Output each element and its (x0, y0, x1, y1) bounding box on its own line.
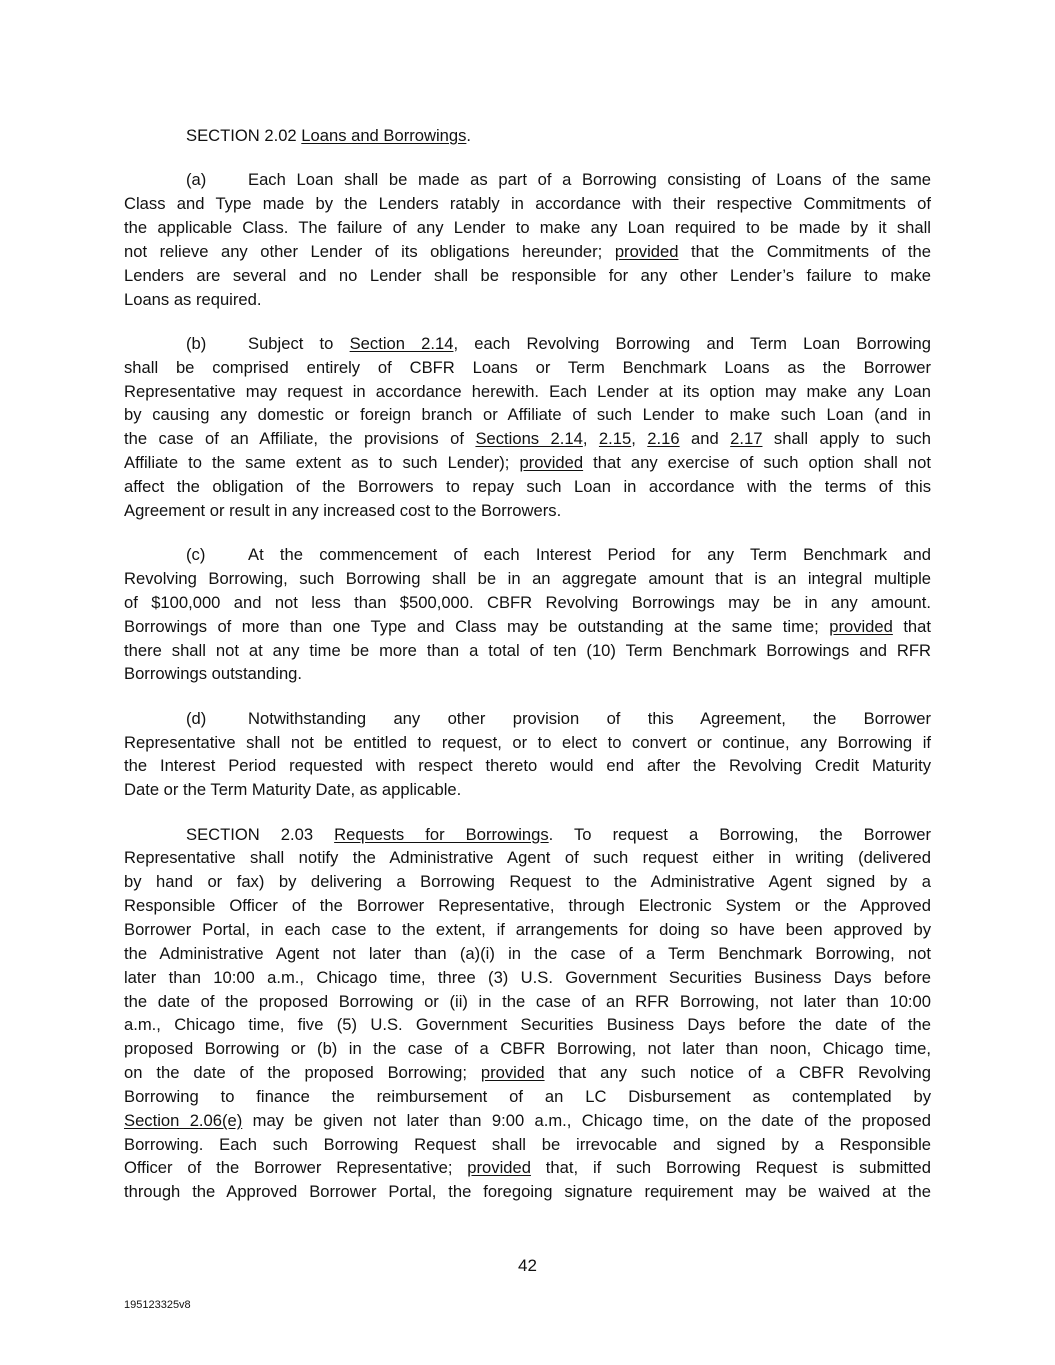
text-segment: Each Loan shall be made as part of a Borrowing consisting of Loans of the same (248, 170, 931, 190)
document-body (124, 124, 931, 1225)
text-segment: by hand or fax) by delivering a Borrowing Request to the Administrative Agent signed by a (124, 872, 931, 892)
paragraph (124, 543, 931, 686)
text-line (124, 823, 931, 847)
text-segment: Revolving Borrowing, such Borrowing shall be in an aggregate amount that is an integral multiple (124, 569, 931, 588)
text-line (124, 168, 931, 192)
text-line (124, 499, 931, 523)
text-line (124, 1037, 931, 1061)
text-segment: , (631, 429, 648, 449)
text-segment: Affiliate to the same extent as to such Lender); (124, 453, 520, 473)
text-line (124, 966, 931, 990)
underlined-term: provided (829, 616, 893, 636)
text-line (124, 1156, 931, 1180)
text-segment: through the Approved Borrower Portal, the foregoing signature requirement may be waived at the (124, 1182, 931, 1202)
paragraph (124, 823, 931, 1205)
text-line (124, 332, 931, 356)
text-segment: Lenders are several and no Lender shall be responsible for any other Lender’s failure to make (124, 265, 931, 285)
text-line (124, 591, 931, 615)
underlined-term: provided (519, 453, 584, 473)
text-segment: on the date of the proposed Borrowing; (124, 1063, 481, 1083)
document-id-footer: 195123325v8 (124, 1299, 191, 1311)
text-segment: Representative shall not be entitled to request, or to elect to convert or continue, any Borrowing if (124, 732, 931, 752)
text-line (124, 356, 931, 380)
underlined-term: Sections 2.14 (475, 429, 583, 449)
text-segment: Borrowing. Each such Borrowing Request shall be irrevocable and signed by a Responsible (124, 1134, 931, 1154)
text-segment: and (679, 429, 731, 449)
text-line (124, 639, 931, 663)
text-segment: Borrowings outstanding. (124, 664, 303, 684)
text-line (124, 288, 931, 312)
text-line (124, 240, 931, 264)
text-segment: Subject to (248, 333, 350, 353)
paragraph-label: (a) (186, 170, 207, 190)
text-segment: Notwithstanding any other provision of this Agreement, the Borrower (248, 708, 931, 728)
text-segment: Representative may request in accordance herewith. Each Lender at its option may make any Loan (124, 381, 931, 401)
underlined-term: 2.15 (598, 429, 632, 449)
text-segment: the applicable Class. The failure of any Lender to make any Loan required to be made by it shall (124, 218, 931, 238)
paragraph (124, 707, 931, 802)
page-number: 42 (518, 1256, 537, 1275)
text-line (124, 403, 931, 427)
text-line (124, 662, 931, 686)
text-line (124, 894, 931, 918)
text-segment: the date of the proposed Borrowing or (ii) in the case of an RFR Borrowing, not later than 10:00 (124, 991, 931, 1011)
text-segment: Representative shall notify the Administrative Agent of such request either in writing (delivered (124, 848, 931, 868)
text-segment: shall apply to such (762, 429, 931, 449)
text-segment: SECTION 2.03 (186, 824, 335, 844)
text-segment: . (466, 126, 472, 145)
text-segment: may be given not later than 9:00 a.m., Chicago time, on the date of the proposed (242, 1110, 931, 1130)
text-line (124, 870, 931, 894)
text-segment: that, if such Borrowing Request is submitted (530, 1158, 932, 1178)
text-segment: by causing any domestic or foreign branch or Affiliate of such Lender to make such Loan (and in (124, 405, 931, 425)
paragraph-label: (d) (186, 708, 207, 728)
text-line (124, 1133, 931, 1157)
text-segment: . To request a Borrowing, the Borrower (548, 824, 931, 844)
text-line (124, 731, 931, 755)
underlined-term: provided (480, 1063, 545, 1083)
text-segment: Borrower Portal, in each case to the extent, if arrangements for doing so have been approved by (124, 919, 931, 939)
text-line (124, 918, 931, 942)
text-segment: that any exercise of such option shall not (583, 453, 931, 473)
paragraph (124, 332, 931, 523)
text-line (124, 990, 931, 1014)
text-segment: affect the obligation of the Borrowers to repay such Loan in accordance with the terms of this (124, 476, 931, 496)
underlined-term: Loans and Borrowings (301, 126, 467, 145)
text-line (124, 124, 931, 148)
text-segment: Officer of the Borrower Representative; (124, 1158, 468, 1178)
text-line (124, 264, 931, 288)
paragraph (124, 168, 931, 311)
text-segment: SECTION 2.02 (186, 126, 302, 145)
paragraph-label: (c) (186, 545, 206, 565)
paragraph-label: (b) (186, 333, 207, 353)
text-line (124, 380, 931, 404)
text-line (124, 543, 931, 567)
text-segment: a.m., Chicago time, five (5) U.S. Government Securities Business Days before the date of the (124, 1015, 931, 1035)
text-segment: the Interest Period requested with respect thereto would end after the Revolving Credit Maturity (124, 756, 931, 776)
text-segment: , each Revolving Borrowing and Term Loan Borrowing (453, 333, 931, 353)
underlined-term: provided (614, 241, 679, 261)
underlined-term: 2.17 (730, 429, 763, 449)
text-segment: later than 10:00 a.m., Chicago time, three (3) U.S. Government Securities Business Days before (124, 967, 931, 987)
text-segment: there shall not at any time be more than a total of ten (10) Term Benchmark Borrowings and RFR (124, 640, 931, 660)
text-line (124, 615, 931, 639)
text-segment: Agreement or result in any increased cost to the Borrowers. (124, 500, 562, 520)
text-segment: the case of an Affiliate, the provisions of (124, 429, 476, 449)
text-line (124, 1109, 931, 1133)
underlined-term: Requests for Borrowings (334, 824, 549, 844)
text-line (124, 1180, 931, 1204)
text-line (124, 1013, 931, 1037)
text-segment: Borrowing to finance the reimbursement of an LC Disbursement as contemplated by (124, 1086, 931, 1106)
text-line (124, 1085, 931, 1109)
text-line (124, 754, 931, 778)
text-line (124, 846, 931, 870)
underlined-term: Section 2.06(e) (124, 1110, 243, 1130)
text-segment: Borrowings of more than one Type and Class may be outstanding at the same time; (124, 616, 830, 636)
text-line (124, 942, 931, 966)
text-segment: proposed Borrowing or (b) in the case of a CBFR Borrowing, not later than noon, Chicago time, (124, 1039, 931, 1059)
text-line (124, 778, 931, 802)
underlined-term: provided (467, 1158, 531, 1178)
paragraph (124, 124, 931, 148)
text-line (124, 192, 931, 216)
text-segment: shall be comprised entirely of CBFR Loans or Term Benchmark Loans as the Borrower (124, 357, 931, 377)
text-segment: Date or the Term Maturity Date, as applicable. (124, 780, 462, 800)
text-line (124, 475, 931, 499)
text-line (124, 216, 931, 240)
text-segment: Loans as required. (124, 289, 262, 309)
text-line (124, 707, 931, 731)
text-segment: Class and Type made by the Lenders ratably in accordance with their respective Commitments of (124, 194, 931, 214)
underlined-term: 2.16 (647, 429, 680, 449)
text-segment: At the commencement of each Interest Period for any Term Benchmark and (248, 545, 931, 565)
text-segment: the Administrative Agent not later than (a)(i) in the case of a Term Benchmark Borrowing, not (124, 943, 931, 963)
text-line (124, 451, 931, 475)
text-segment: that the Commitments of the (678, 241, 932, 261)
underlined-term: Section 2.14 (349, 333, 454, 353)
text-line (124, 427, 931, 451)
text-segment: not relieve any other Lender of its obligations hereunder; (124, 241, 615, 261)
text-segment: , (582, 429, 599, 449)
text-line (124, 1061, 931, 1085)
text-line (124, 567, 931, 591)
text-segment: that any such notice of a CBFR Revolving (544, 1063, 932, 1083)
text-segment: Responsible Officer of the Borrower Representative, through Electronic System or the Approved (124, 896, 931, 916)
text-segment: that (892, 616, 931, 636)
text-segment: of $100,000 and not less than $500,000. CBFR Revolving Borrowings may be in any amount. (124, 592, 931, 612)
